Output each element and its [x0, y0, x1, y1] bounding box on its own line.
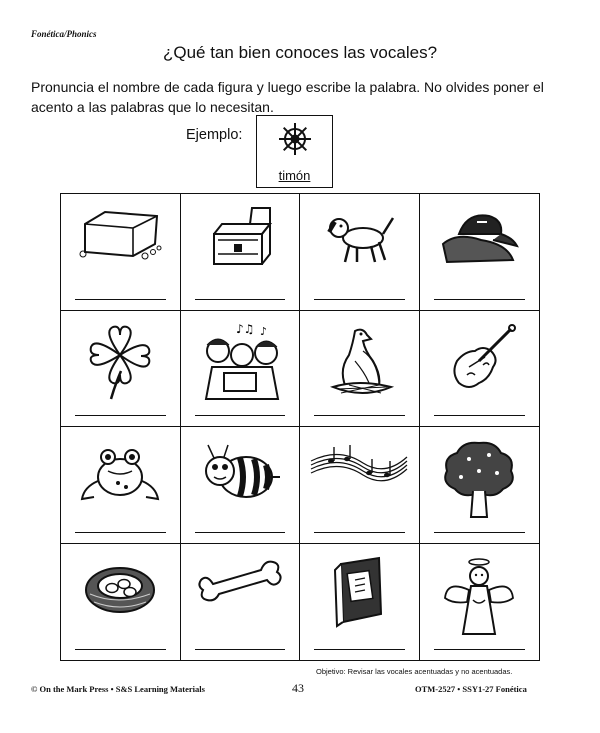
grid-cell: [300, 311, 420, 428]
answer-line[interactable]: [75, 299, 166, 300]
clover-icon: [85, 321, 155, 401]
instructions: Pronuncia el nombre de cada figura y luego escribe la palabra. No olvides poner el acento a las palabras que lo necesitan.: [31, 79, 544, 115]
grid-cell: [181, 544, 301, 661]
answer-line[interactable]: [314, 649, 405, 650]
grid-cell: [420, 427, 540, 544]
answer-line[interactable]: [195, 532, 286, 533]
grid-cell: [181, 427, 301, 544]
violin-icon: [439, 321, 519, 401]
answer-line[interactable]: [314, 415, 405, 416]
subject-label: Fonética/Phonics: [31, 29, 97, 39]
answer-line[interactable]: [195, 415, 286, 416]
page-number: 43: [292, 681, 304, 695]
objective-note: Objetivo: Revisar las vocales acentuadas y no acentuadas.: [316, 667, 513, 676]
angel-icon: [439, 554, 519, 638]
book-icon: [319, 554, 399, 634]
frog-icon: [78, 437, 162, 507]
answer-line[interactable]: [75, 415, 166, 416]
example-box: [256, 115, 333, 188]
bee-icon: [198, 437, 282, 507]
soap-bar-icon: [75, 204, 165, 264]
bone-icon: [195, 554, 285, 604]
grid-cell: [61, 427, 181, 544]
children-singing-icon: [192, 321, 288, 401]
answer-line[interactable]: [75, 649, 166, 650]
nest-icon: [78, 554, 162, 620]
svg-text:♪♫: ♪♫: [235, 321, 255, 336]
grid-cell: [300, 194, 420, 311]
grid-cell: [61, 311, 181, 428]
grid-cell: [181, 194, 301, 311]
treasure-chest-icon: [200, 204, 280, 270]
answer-line[interactable]: [75, 532, 166, 533]
grid-cell: [61, 544, 181, 661]
answer-line[interactable]: [314, 299, 405, 300]
svg-text:♪: ♪: [259, 324, 267, 338]
picture-grid: [60, 193, 540, 661]
answer-line[interactable]: [434, 299, 526, 300]
publisher-credit: © On the Mark Press • S&S Learning Materials: [31, 684, 205, 694]
grid-cell: [420, 544, 540, 661]
product-code: OTM-2527 • SSY1-27 Fonética: [415, 684, 527, 694]
tree-icon: [439, 437, 519, 521]
grid-cell: [300, 544, 420, 661]
answer-line[interactable]: [195, 649, 286, 650]
grid-cell: [181, 311, 301, 428]
answer-line[interactable]: [195, 299, 286, 300]
grid-cell: [420, 311, 540, 428]
answer-line[interactable]: [314, 532, 405, 533]
music-staff-icon: [309, 437, 409, 497]
grid-cell: [61, 194, 181, 311]
cap-and-towel-icon: [437, 204, 521, 266]
answer-line[interactable]: [434, 649, 526, 650]
example-label: Ejemplo:: [186, 127, 243, 143]
example-word: timón: [278, 168, 311, 183]
ship-wheel-icon: [277, 121, 313, 157]
eagle-icon: [319, 321, 399, 401]
page-title: ¿Qué tan bien conoces las vocales?: [162, 43, 438, 62]
grid-cell: [300, 427, 420, 544]
grid-cell: [420, 194, 540, 311]
dog-icon: [319, 204, 399, 270]
answer-line[interactable]: [434, 532, 526, 533]
answer-line[interactable]: [434, 415, 526, 416]
